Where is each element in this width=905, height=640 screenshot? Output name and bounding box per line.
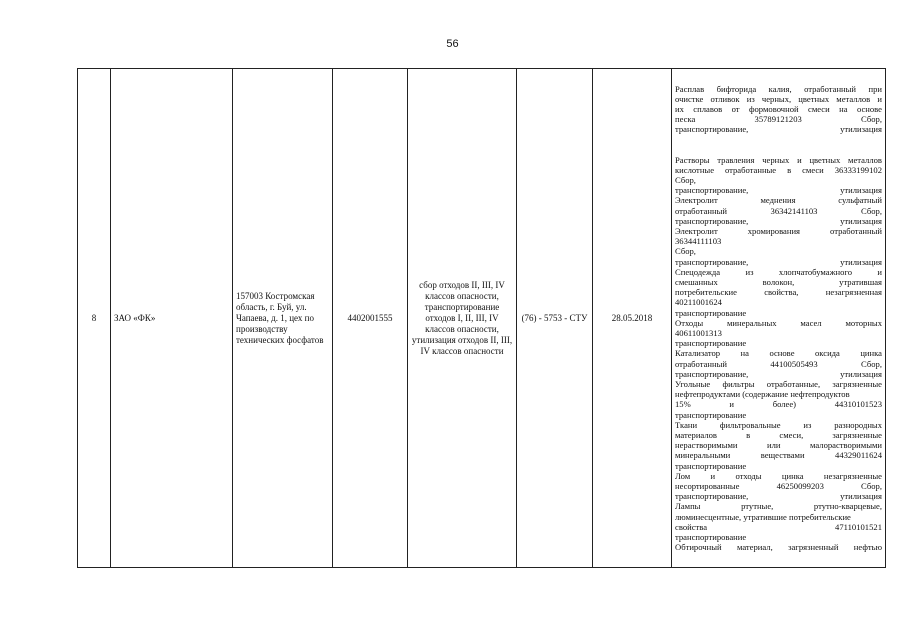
page-number: 56 (446, 38, 459, 50)
waste-gap (675, 145, 882, 155)
waste-line: Растворы травления черных и цветных металлов (675, 154, 882, 165)
waste-line: Спецодежда из хлопчатобумажного и (675, 266, 882, 277)
waste-line: Отходы минеральных масел моторных (675, 317, 882, 328)
waste-line: Катализатор на основе оксида цинка (675, 348, 882, 359)
row-number: 8 (78, 69, 111, 568)
waste-line: Ткани фильтровальные из разнородных (675, 419, 882, 430)
waste-line: 15% и более) 44310101523 (675, 399, 882, 410)
waste-line: отработанный 44100505493 Сбор, (675, 358, 882, 369)
organization-name: ЗАО «ФК» (111, 69, 233, 568)
waste-line: транспортирование, утилизация (675, 256, 882, 267)
waste-line: потребительские свойства, незагрязненная (675, 287, 882, 298)
waste-line: Сбор, (675, 174, 696, 185)
waste-line: транспортирование (675, 409, 747, 420)
waste-line: смешанных волокон, утратившая (675, 276, 882, 287)
waste-line: материалов в смеси, загрязненные (675, 430, 882, 441)
licensed-activities: сбор отходов II, III, IV классов опасности, транспортирование отходов I, II, III, IV классов опасности, утилизация отходов II, III, IV классов опасности (408, 69, 517, 568)
waste-line: транспортирование, утилизация (675, 124, 882, 135)
waste-line: Расплав бифторида калия, отработанный при (675, 83, 882, 94)
license-date: 28.05.2018 (593, 69, 672, 568)
waste-line: свойства 47110101521 (675, 521, 882, 532)
waste-line: транспортирование, утилизация (675, 185, 882, 196)
waste-line: транспортирование (675, 532, 747, 543)
waste-line: несортированные 46250099203 Сбор, (675, 481, 882, 492)
waste-line: транспортирование, утилизация (675, 215, 882, 226)
waste-line: отработанный 36342141103 Сбор, (675, 205, 882, 216)
waste-types-list (672, 69, 886, 568)
waste-line: Электролит меднения сульфатный (675, 195, 882, 206)
waste-line: 40211001624 (675, 297, 722, 308)
waste-line: Лампы ртутные, ртутно-кварцевые, (675, 501, 882, 512)
waste-line: Обтирочный материал, загрязненный нефтью (675, 542, 882, 553)
waste-line: 36344111103 (675, 236, 722, 247)
waste-line: Лом и отходы цинка незагрязненные (675, 470, 882, 481)
waste-line: их сплавов от формовочной смеси на основе (675, 103, 882, 114)
waste-line: нефтепродуктами (содержание нефтепродуктов (675, 389, 850, 400)
waste-line: кислотные отработанные в смеси 36333199102 (675, 164, 882, 175)
waste-line: транспортирование (675, 338, 747, 349)
organization-address: 157003 Костромская область, г. Буй, ул. Чапаева, д. 1, цех по производству технических фосфатов (233, 69, 333, 568)
registry-table (77, 68, 886, 568)
waste-gap (675, 135, 882, 145)
waste-line: Угольные фильтры отработанные, загрязненные (675, 379, 882, 390)
waste-line: минеральными веществами 44329011624 (675, 450, 882, 461)
waste-line: 40611001313 (675, 328, 722, 338)
waste-line: транспортирование, утилизация (675, 491, 882, 502)
waste-line: нерастворимыми или малорастворимыми (675, 440, 882, 451)
license-number: (76) - 5753 - СТУ (517, 69, 593, 568)
waste-line: транспортирование, утилизация (675, 368, 882, 379)
waste-line: песка 35789121203 Сбор, (675, 114, 882, 125)
waste-line: транспортирование (675, 307, 747, 318)
table-row (78, 69, 886, 568)
waste-line: транспортирование (675, 460, 747, 471)
inn-number: 4402001555 (333, 69, 408, 568)
waste-line: очистке отливок из черных, цветных металлов и (675, 93, 882, 104)
waste-line: люминесцентные, утратившие потребительские (675, 511, 851, 522)
waste-line: Сбор, (675, 246, 696, 257)
waste-line: Электролит хромирования отработанный (675, 225, 882, 236)
